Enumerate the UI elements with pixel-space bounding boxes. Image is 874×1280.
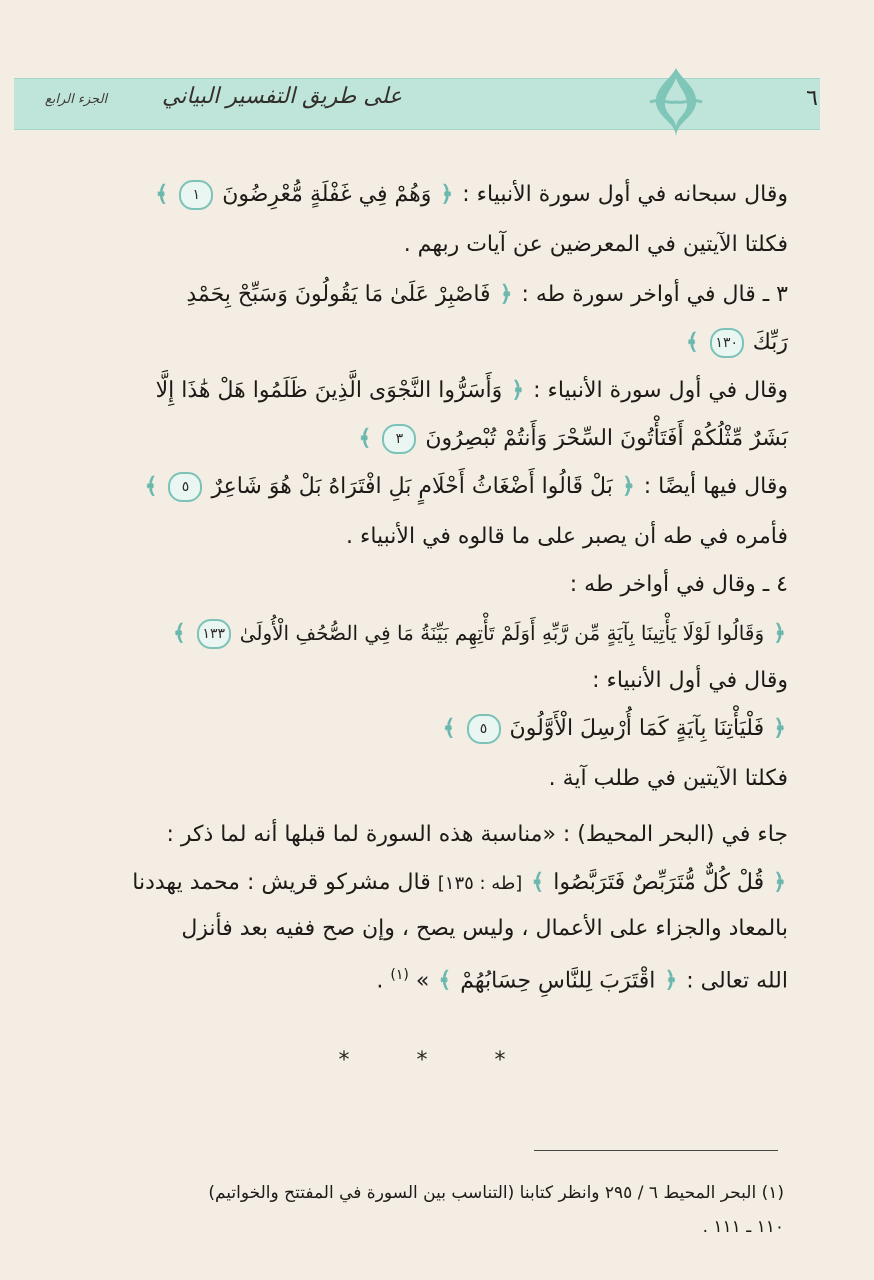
- quran-close-bracket: ﴾: [144, 474, 158, 499]
- prose-text: فأمره في طه أن يصبر على ما قالوه في الأنبياء .: [345, 524, 788, 549]
- decorative-ornament-icon: [646, 64, 706, 140]
- text-line: [72, 562, 788, 608]
- page-number: ٦: [806, 86, 818, 111]
- quran-close-bracket: ﴾: [531, 870, 545, 895]
- text-line: [72, 170, 788, 220]
- quran-close-bracket: ﴾: [155, 182, 169, 207]
- text-line: [72, 608, 788, 658]
- quran-close-bracket: ﴾: [358, 426, 372, 451]
- text-line: [72, 366, 788, 416]
- part-label: الجزء الرابع: [44, 92, 108, 107]
- quran-open-bracket: ﴿: [773, 716, 786, 741]
- ayah-number-marker: ١٣٣: [197, 619, 231, 649]
- quran-verse: وَهُمْ فِي غَفْلَةٍ مُّعْرِضُونَ: [222, 182, 432, 207]
- text-line: الله تعالى : ﴿ اقْتَرَبَ لِلنَّاسِ حِسَابُهُمْ ﴾ » $^{(١)}$ .: [376, 967, 788, 994]
- quran-close-bracket: ﴾: [438, 968, 452, 994]
- text-line: [72, 704, 788, 754]
- quran-open-bracket: ﴿: [621, 474, 635, 499]
- quran-open-bracket: ﴿: [773, 621, 786, 646]
- text-line: [72, 754, 788, 804]
- quran-close-bracket: ﴾: [172, 621, 186, 646]
- footnote-marker: (١): [390, 967, 409, 983]
- quran-verse: فَلْيَأْتِنَا بِآيَةٍ كَمَا أُرْسِلَ الْأَوَّلُونَ: [509, 716, 765, 741]
- ayah-number-marker: ٥: [467, 714, 501, 744]
- text-line: [72, 462, 788, 512]
- quran-close-bracket: ﴾: [685, 330, 699, 355]
- text-line: [72, 220, 788, 270]
- quran-verse: بَشَرٌ مِّثْلُكُمْ أَفَتَأْتُونَ السِّحْرَ وَأَنتُمْ تُبْصِرُونَ: [425, 426, 788, 451]
- section-separator: * * *: [338, 1048, 536, 1073]
- quran-open-bracket: ﴿: [511, 378, 525, 403]
- quran-verse: بَلْ قَالُوا أَضْغَاثُ أَحْلَامٍ بَلِ افْتَرَاهُ بَلْ هُوَ شَاعِرٌ: [211, 474, 613, 499]
- text-line: [72, 810, 788, 860]
- footnote-line: (١) البحر المحيط ٦ / ٢٩٥ وانظر كتابنا (التناسب بين السورة في المفتتح والخواتيم): [208, 1183, 784, 1203]
- text-line: [72, 658, 788, 704]
- quran-verse: فَاصْبِرْ عَلَىٰ مَا يَقُولُونَ وَسَبِّحْ بِحَمْدِ: [186, 282, 491, 307]
- quran-open-bracket: ﴿: [773, 870, 786, 895]
- prose-text: ٤ ـ وقال في أواخر طه :: [569, 572, 788, 597]
- prose-text: وقال في أول الأنبياء :: [592, 668, 788, 693]
- ayah-number-marker: ١: [179, 180, 213, 210]
- ayah-number-marker: ٣: [382, 424, 416, 454]
- prose-text: قال مشركو قريش : محمد يهددنا: [132, 870, 431, 895]
- prose-text: .: [376, 968, 384, 994]
- prose-text: فكلتا الآيتين في المعرضين عن آيات ربهم .: [403, 232, 788, 257]
- prose-text: بالمعاد والجزاء على الأعمال ، وليس يصح ، وإن صح ففيه بعد فأنزل: [181, 916, 788, 941]
- quran-verse: رَبِّكَ: [752, 330, 788, 355]
- prose-text: ٣ ـ قال في أواخر سورة طه :: [521, 282, 788, 307]
- prose-text: وقال سبحانه في أول سورة الأنبياء :: [462, 182, 788, 207]
- main-text: [72, 170, 788, 998]
- quran-close-bracket: ﴾: [442, 716, 456, 741]
- prose-text: وقال فيها أيضًا :: [643, 474, 788, 499]
- prose-text: وقال في أول سورة الأنبياء :: [533, 378, 788, 403]
- prose-text: الله تعالى :: [686, 968, 788, 994]
- ayah-number-marker: ١٣٠: [710, 328, 744, 358]
- prose-text: فكلتا الآيتين في طلب آية .: [548, 766, 788, 791]
- text-line: [72, 320, 788, 366]
- prose-text: جاء في (البحر المحيط) : «مناسبة هذه السورة لما قبلها أنه لما ذكر :: [166, 822, 788, 847]
- quran-verse: وَقَالُوا لَوْلَا يَأْتِينَا بِآيَةٍ مِّن رَّبِّهِ أَوَلَمْ تَأْتِهِم بَيِّنَةُ مَا فِي الصُّحُفِ الْأُولَىٰ: [239, 621, 765, 645]
- footnote-line: ١١٠ ـ ١١١ .: [702, 1217, 784, 1237]
- quran-open-bracket: ﴿: [440, 182, 454, 207]
- footnote-divider: [534, 1150, 778, 1151]
- quran-verse: اقْتَرَبَ لِلنَّاسِ حِسَابُهُمْ: [460, 968, 656, 994]
- text-line: [72, 512, 788, 562]
- text-line: [72, 416, 788, 462]
- surah-reference: [طه : ١٣٥]: [437, 873, 523, 894]
- text-line: [72, 270, 788, 320]
- footnote: [80, 1176, 784, 1244]
- text-line: [72, 860, 788, 906]
- book-title: على طريق التفسير البياني: [161, 84, 403, 109]
- quran-open-bracket: ﴿: [499, 282, 513, 307]
- quran-verse: قُلْ كُلٌّ مُّتَرَبِّصٌ فَتَرَبَّصُوا: [553, 870, 765, 895]
- ayah-number-marker: ٥: [168, 472, 202, 502]
- text-line: [72, 906, 788, 952]
- quran-open-bracket: ﴿: [664, 968, 678, 994]
- quran-verse: وَأَسَرُّوا النَّجْوَى الَّذِينَ ظَلَمُوا هَلْ هَٰذَا إِلَّا: [155, 378, 503, 403]
